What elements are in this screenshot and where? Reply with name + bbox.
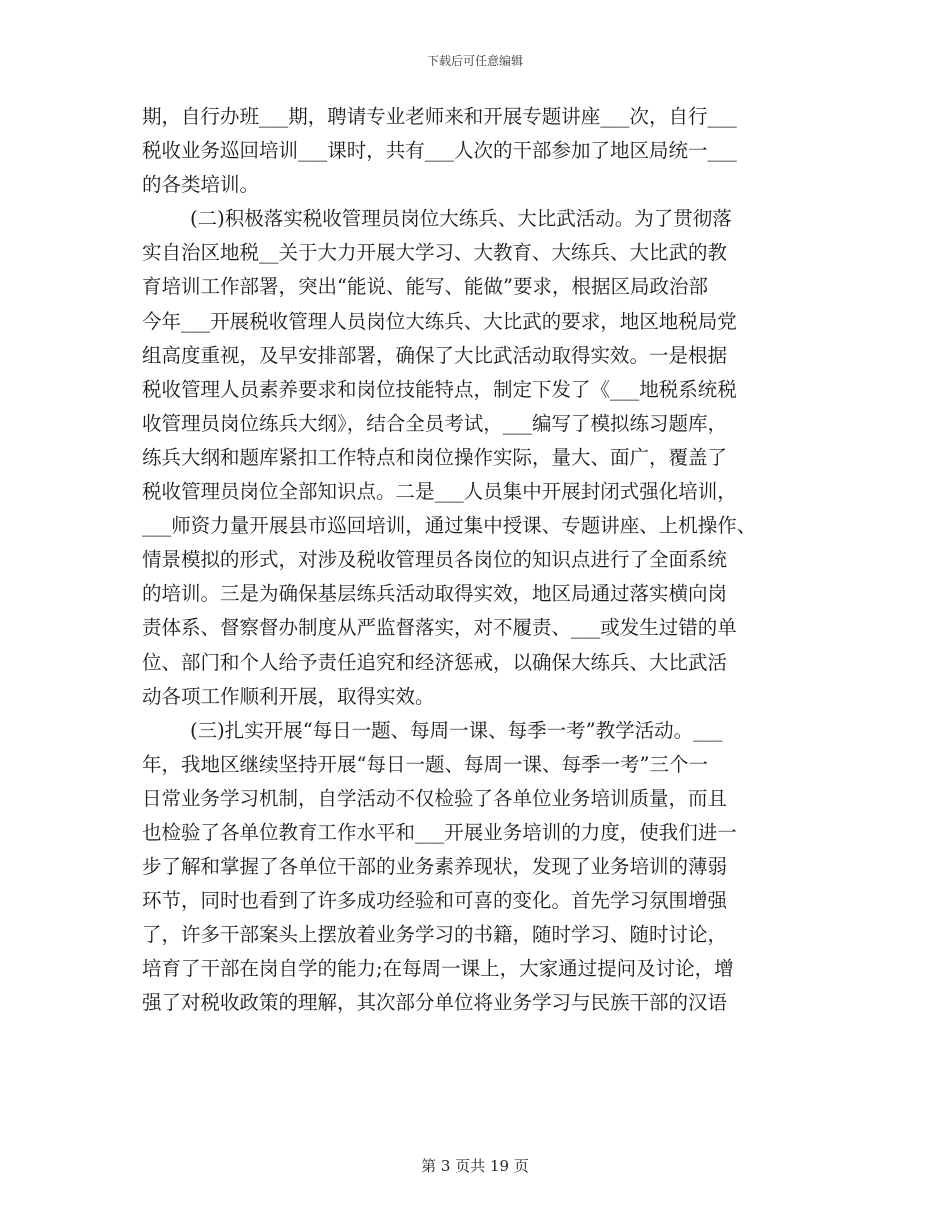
text-line: 组高度重视，及早安排部署，确保了大比武活动取得实效。一是根据 — [142, 343, 728, 367]
text-line: 税收管理人员素养要求和岗位技能特点，制定下发了《___地税系统税 — [142, 377, 737, 401]
page-header: 下载后可任意编辑 — [426, 54, 523, 68]
text-line: 动各项工作顺利开展，取得实效。 — [142, 684, 435, 708]
text-line: 的各类培训。 — [142, 173, 260, 197]
text-line: 税收业务巡回培训___课时，共有___人次的干部参加了地区局统一___ — [142, 139, 737, 163]
text-line: 了，许多干部案头上摆放着业务学习的书籍，随时学习、随时讨论， — [142, 923, 728, 947]
page-footer: 第 3 页共 19 页 — [421, 1157, 529, 1175]
text-line: 年，我地区继续坚持开展“每日一题、每周一课、每季一考”三个一 — [142, 752, 708, 776]
paragraph-start-line: (三)扎实开展“每日一题、每周一课、每季一考”教学活动。___ — [190, 718, 723, 742]
document-body — [142, 100, 810, 1021]
text-line: 的培训。三是为确保基层练兵活动取得实效，地区局通过落实横向岗 — [142, 582, 728, 606]
text-line: 强了对税收政策的理解，其次部分单位将业务学习与民族干部的汉语 — [142, 991, 728, 1015]
text-line: 期，自行办班___期，聘请专业老师来和开展专题讲座___次，自行___ — [142, 105, 737, 128]
text-line: 责体系、督察督办制度从严监督落实，对不履责、___或发生过错的单 — [142, 616, 737, 640]
text-line: ___师资力量开展县市巡回培训，通过集中授课、专题讲座、上机操作、 — [142, 514, 757, 538]
text-line: 情景模拟的形式，对涉及税收管理员各岗位的知识点进行了全面系统 — [142, 548, 728, 572]
text-line: 培育了干部在岗自学的能力;在每周一课上，大家通过提问及讨论，增 — [142, 957, 734, 981]
text-line: 育培训工作部署，突出“能说、能写、能做”要求，根据区局政治部 — [142, 275, 708, 299]
text-line: 环节，同时也看到了许多成功经验和可喜的变化。首先学习氛围增强 — [142, 889, 728, 913]
text-line: 税收管理员岗位全部知识点。二是___人员集中开展封闭式强化培训， — [142, 480, 737, 504]
text-line: 今年___开展税收管理人员岗位大练兵、大比武的要求，地区地税局党 — [142, 309, 737, 333]
paragraph-start-line: (二)积极落实税收管理员岗位大练兵、大比武活动。为了贯彻落 — [190, 207, 732, 231]
text-line: 步了解和掌握了各单位干部的业务素养现状，发现了业务培训的薄弱 — [142, 855, 728, 879]
text-line: 日常业务学习机制，自学活动不仅检验了各单位业务培训质量，而且 — [142, 786, 728, 810]
text-line: 也检验了各单位教育工作水平和___开展业务培训的力度，使我们进一 — [142, 820, 737, 844]
text-line: 实自治区地税__关于大力开展大学习、大教育、大练兵、大比武的教 — [142, 241, 728, 265]
text-line: 练兵大纲和题库紧扣工作特点和岗位操作实际，量大、面广，覆盖了 — [142, 445, 728, 469]
text-line: 收管理员岗位练兵大纲》，结合全员考试，___编写了模拟练习题库， — [142, 411, 728, 435]
text-line: 位、部门和个人给予责任追究和经济惩戒，以确保大练兵、大比武活 — [142, 650, 728, 674]
